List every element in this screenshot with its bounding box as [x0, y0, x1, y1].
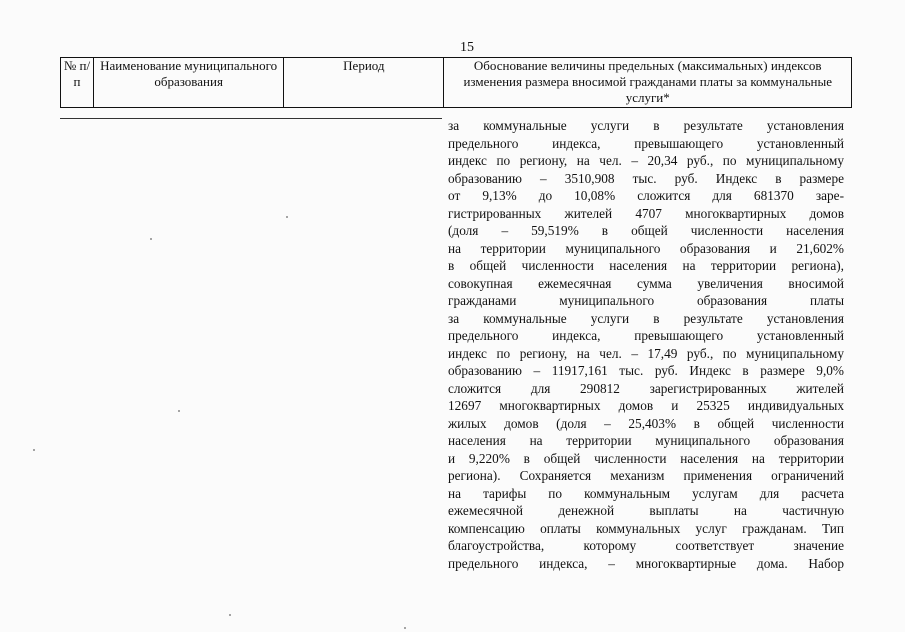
text-line: в общей численности населения на территории региона),: [448, 258, 844, 273]
text-line: гражданами муниципального образования платы: [448, 293, 844, 308]
text-line: предельного индекса, превышающего установленный: [448, 135, 844, 151]
text-line: (доля – 59,519% в общей численности населения: [448, 223, 844, 238]
text-line: и 9,220% в общей численности населения на территории: [448, 450, 844, 466]
text-line: региона). Сохраняется механизм применения ограничений: [448, 468, 844, 483]
scan-speck: [178, 410, 180, 412]
scan-speck: [33, 449, 35, 451]
text-line: за коммунальные услуги в результате установления: [448, 310, 844, 326]
page-number: 15: [460, 40, 474, 55]
scan-speck: [229, 614, 231, 616]
scan-speck: [286, 216, 288, 218]
table-header-row: [61, 58, 852, 108]
text-line: совокупная ежемесячная сумма увеличения вносимой: [448, 275, 844, 291]
text-line: предельного индекса, превышающего установленный: [448, 328, 844, 343]
scan-speck: [404, 627, 406, 629]
text-line: образованию – 11917,161 тыс. руб. Индекс в размере 9,0%: [448, 363, 844, 378]
text-line: ежемесячной денежной выплаты на частичную: [448, 503, 844, 518]
column-header-justification: Обоснование величины предельных (максимальных) индексов изменения размера вносимой гражданами платы за коммунальные услуги*: [444, 58, 852, 108]
text-line: от 9,13% до 10,08% сложится для 681370 заре-: [448, 188, 844, 203]
column-header-period: Период: [284, 58, 444, 108]
text-line: на тарифы по коммунальным услугам для расчета: [448, 485, 844, 501]
text-line: 12697 многоквартирных домов и 25325 индивидуальных: [448, 398, 844, 413]
text-line: благоустройства, которому соответствует значение: [448, 538, 844, 553]
scan-speck: [150, 238, 152, 240]
text-line: населения на территории муниципального образования: [448, 433, 844, 448]
text-line: предельного индекса, – многоквартирные дома. Набор: [448, 555, 844, 571]
text-line: за коммунальные услуги в результате установления: [448, 118, 844, 133]
justification-text: [448, 117, 844, 572]
text-line: жилых домов (доля – 25,403% в общей численности: [448, 415, 844, 431]
text-line: компенсацию оплаты коммунальных услуг гражданам. Тип: [448, 520, 844, 536]
text-line: на территории муниципального образования и 21,602%: [448, 240, 844, 256]
text-line: гистрированных жителей 4707 многоквартирных домов: [448, 205, 844, 221]
text-line: образованию – 3510,908 тыс. руб. Индекс в размере: [448, 170, 844, 186]
text-line: индекс по региону, на чел. – 17,49 руб., по муниципальному: [448, 345, 844, 361]
table-row-divider: [60, 118, 442, 119]
table-header: [60, 57, 852, 108]
column-header-number: № п/п: [61, 58, 94, 108]
text-line: сложится для 290812 зарегистрированных жителей: [448, 380, 844, 396]
text-line: индекс по региону, на чел. – 20,34 руб., по муниципальному: [448, 153, 844, 168]
column-header-municipality: Наименование муниципального образования: [94, 58, 284, 108]
